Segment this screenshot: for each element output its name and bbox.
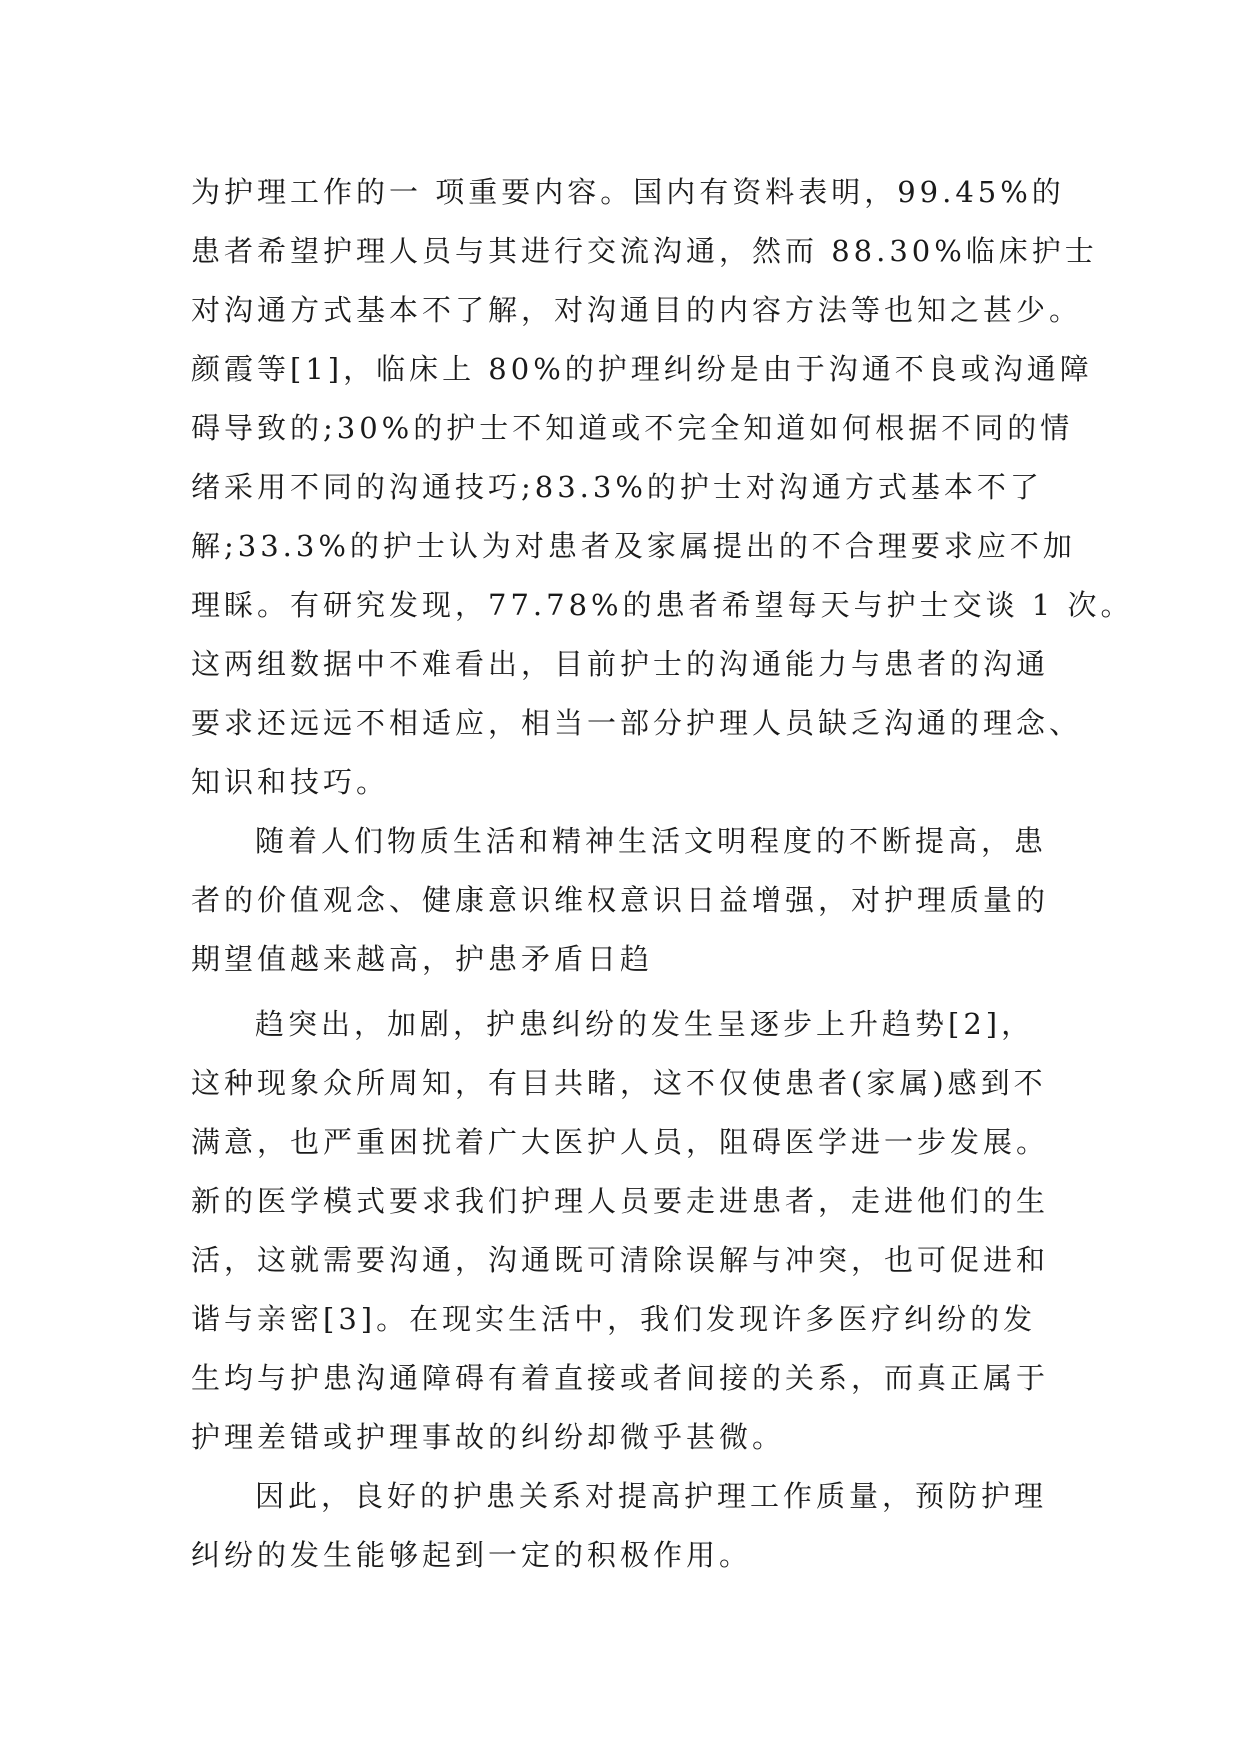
paragraph-start-line: 随着人们物质生活和精神生活文明程度的不断提高，患 — [255, 824, 1048, 858]
text-line: 谐与亲密[3]。在现实生活中，我们发现许多医疗纠纷的发 — [191, 1302, 1037, 1336]
paragraph-start-line: 因此，良好的护患关系对提高护理工作质量，预防护理 — [255, 1479, 1048, 1513]
text-line: 满意，也严重困扰着广大医护人员，阻碍医学进一步发展。 — [191, 1125, 1050, 1159]
text-line: 对沟通方式基本不了解，对沟通目的内容方法等也知之甚少。 — [191, 293, 1083, 327]
text-line: 活，这就需要沟通，沟通既可清除误解与冲突，也可促进和 — [191, 1243, 1050, 1277]
text-line: 理睬。有研究发现，77.78%的患者希望每天与护士交谈 1 次。 — [191, 588, 1134, 622]
text-line: 要求还远远不相适应，相当一部分护理人员缺乏沟通的理念、 — [191, 706, 1083, 740]
text-line: 生均与护患沟通障碍有着直接或者间接的关系，而真正属于 — [191, 1361, 1050, 1395]
document-body — [191, 163, 1134, 1585]
text-line: 碍导致的;30%的护士不知道或不完全知道如何根据不同的情 — [191, 411, 1074, 445]
text-line: 知识和技巧。 — [191, 765, 390, 799]
text-line: 这两组数据中不难看出，目前护士的沟通能力与患者的沟通 — [191, 647, 1050, 681]
text-line: 绪采用不同的沟通技巧;83.3%的护士对沟通方式基本不了 — [191, 470, 1043, 504]
text-line: 颜霞等[1]，临床上 80%的护理纠纷是由于沟通不良或沟通障 — [191, 352, 1093, 386]
text-line: 这种现象众所周知，有目共睹，这不仅使患者(家属)感到不 — [191, 1066, 1047, 1100]
text-line: 新的医学模式要求我们护理人员要走进患者，走进他们的生 — [191, 1184, 1050, 1218]
text-line: 护理差错或护理事故的纠纷却微乎甚微。 — [191, 1420, 786, 1454]
text-line: 纠纷的发生能够起到一定的积极作用。 — [191, 1538, 753, 1572]
paragraph-start-line: 趋突出，加剧，护患纠纷的发生呈逐步上升趋势[2]， — [255, 1007, 1035, 1041]
text-line: 为护理工作的一 项重要内容。国内有资料表明，99.45%的 — [191, 175, 1065, 209]
text-line: 者的价值观念、健康意识维权意识日益增强，对护理质量的 — [191, 883, 1050, 917]
text-line: 期望值越来越高，护患矛盾日趋 — [191, 942, 654, 976]
text-line: 患者希望护理人员与其进行交流沟通，然而 88.30%临床护士 — [191, 234, 1098, 268]
text-line: 解;33.3%的护士认为对患者及家属提出的不合理要求应不加 — [191, 529, 1076, 563]
